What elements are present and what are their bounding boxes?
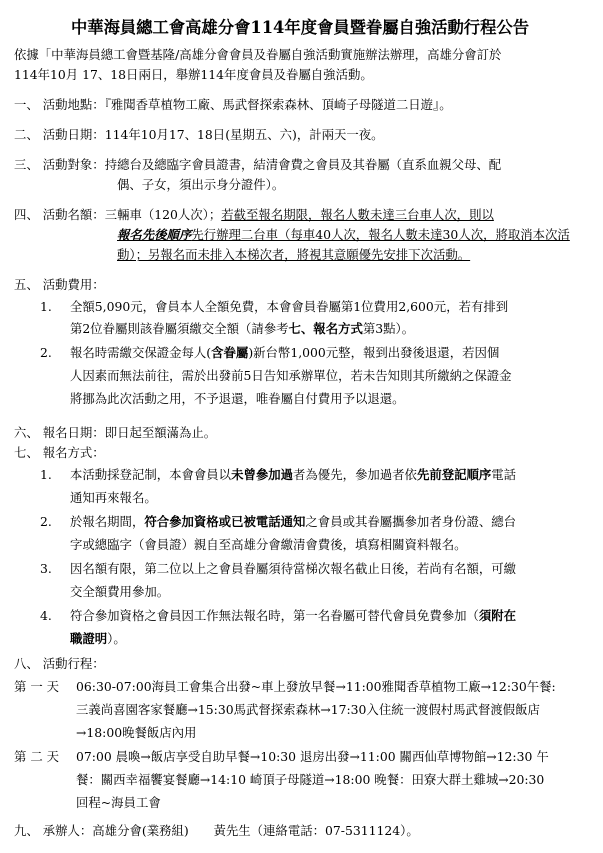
- day-2-line-3: 回程~海員工會: [76, 795, 161, 810]
- section-3: [14, 156, 501, 173]
- section-7-item-2-c: 之會員或其眷屬攜參加者身份證、總台: [305, 514, 517, 529]
- section-5-item-1-point: 第3點）。: [362, 321, 415, 336]
- section-7-item-1-line-2: 通知再來報名。: [70, 490, 157, 505]
- section-4: [14, 206, 494, 223]
- section-4-label: 四、 活動名額：: [14, 207, 105, 222]
- section-7-item-4-employment-proof: 職證明: [70, 631, 108, 646]
- section-9-label: 九、 承辦人：: [14, 823, 93, 838]
- section-5-item-2-deposit: )新台幣1,000元整，報到出發後退還，若因個: [248, 345, 500, 360]
- section-1-label: 一、 活動地點：: [14, 97, 105, 112]
- section-7-item-3-line-1: 因名額有限，第二位以上之會員眷屬須待當梯次報名截止日後，若尚有名額，可繳: [70, 561, 517, 576]
- section-5-item-1-text: 第2位眷屬則該眷屬須繳交全額（請參考: [70, 321, 289, 336]
- section-4-order-emphasis: 報名先後順序: [117, 227, 192, 242]
- section-3-text-2: 偶、子女，須出示身分證件）。: [117, 177, 285, 192]
- section-7-item-2-num: 2.: [40, 514, 52, 529]
- section-7-item-4-num: 4.: [40, 608, 52, 623]
- section-7-item-4-a: 符合參加資格之會員因工作無法報名時，第一名眷屬可替代會員免費參加（: [70, 608, 479, 623]
- intro-line-2: 114年10月 17、18日兩日，舉辦114年度會員及眷屬自強活動。: [14, 67, 373, 82]
- section-5-item-2-text: 報名時需繳交保證金每人(: [70, 345, 212, 360]
- section-1-text: 『雅聞香草植物工廠、馬武督探索森林、頂崎子母隧道二日遊』。: [104, 97, 452, 112]
- section-4-line-3: 動）；另報名而未排入本梯次者，將視其意願優先安排下次活動。: [117, 247, 471, 262]
- section-4-capacity: 三輛車（120人次）；: [104, 207, 222, 222]
- section-8-label: 八、 活動行程：: [14, 656, 105, 671]
- section-3-label: 三、 活動對象：: [14, 157, 105, 172]
- section-7-item-4-close: ）。: [107, 631, 126, 646]
- section-7-item-2-line-1: [70, 513, 516, 530]
- section-7-item-3-num: 3.: [40, 561, 52, 576]
- day-2-line-2: 餐：關西幸福饗宴餐廳→14:10 崎頂子母隧道→18:00 晚餐：田寮大群土雞城→20:30: [76, 772, 545, 787]
- section-5-item-2-line-3: 將挪為此次活動之用，不予退還，唯眷屬自付費用予以退還。: [70, 391, 405, 406]
- intro-line-1: 依據「中華海員總工會暨基隆/高雄分會會員及眷屬自強活動實施辦法辦理，高雄分會訂於: [14, 47, 502, 62]
- section-7-item-1-never-joined: 未曾參加過: [231, 467, 294, 482]
- section-7-item-1-line-1: [70, 466, 516, 483]
- section-5-label: 五、 活動費用：: [14, 277, 105, 292]
- day-1-label: 第 一 天: [14, 679, 60, 694]
- section-5-item-2-line-1: [70, 344, 499, 361]
- section-7-item-1-a: 本活動採登記制，本會會員以: [70, 467, 232, 482]
- section-6: [14, 424, 216, 441]
- section-7-item-1-c: 者為優先，參加過者依: [293, 467, 417, 482]
- section-7-item-2-line-2: 字或總臨字（會員證）親自至高雄分會繳清會費後，填寫相關資料報名。: [70, 537, 467, 552]
- section-5-item-2-num: 2.: [40, 345, 52, 360]
- section-3-text-1: 持總台及總臨字會員證書，結清會費之會員及其眷屬（直系血親父母、配: [104, 157, 502, 172]
- page-title: 中華海員總工會高雄分會114年度會員暨眷屬自強活動行程公告: [70, 18, 530, 37]
- section-2-label: 二、 活動日期：: [14, 127, 105, 142]
- section-7-item-3-line-2: 交全額費用參加。: [70, 584, 170, 599]
- section-9: [14, 822, 419, 839]
- day-1-line-3: →18:00晚餐飯店內用: [76, 725, 197, 740]
- section-2: [14, 126, 384, 143]
- section-1: [14, 96, 452, 113]
- section-5-item-1-num: 1.: [40, 299, 52, 314]
- section-7-item-4-attach: 須附在: [478, 608, 517, 623]
- section-2-text: 114年10月17、18日(星期五、六)，計兩天一夜。: [104, 127, 384, 142]
- section-5-item-1-reference: 七、報名方式: [288, 321, 363, 336]
- section-5-item-1-line-1: 全額5,090元，會員本人全額免費，本會會員眷屬第1位費用2,600元，若有排到: [70, 299, 509, 314]
- section-7-label: 七、 報名方式：: [14, 445, 105, 460]
- section-5-item-1-line-2: [70, 320, 414, 337]
- section-7-item-2-eligible: 符合參加資格或已被電話通知: [144, 514, 306, 529]
- section-4-condition: 若截至報名期限，報名人數未達三台車人次，則以: [221, 207, 494, 222]
- day-2-label: 第 二 天: [14, 749, 60, 764]
- section-7-item-1-num: 1.: [40, 467, 52, 482]
- day-1-line-2: 三義尚喜園客家餐廳→15:30馬武督探索森林→17:30入住統一渡假村馬武督渡假飯店: [76, 702, 540, 717]
- section-7-item-4-line-2: [70, 630, 126, 647]
- section-5-item-2-includes-family: 含眷屬: [211, 345, 249, 360]
- section-7-item-4-line-1: [70, 607, 516, 624]
- section-4-two-buses: 先行辦理二台車（每車40人次，報名人數未達30人次，將取消本次活: [191, 227, 570, 242]
- section-7-item-1-e: 電話: [491, 467, 517, 482]
- section-9-text: 高雄分會(業務組) 黃先生（連絡電話：07-5311124）。: [92, 823, 419, 838]
- section-5-item-2-line-2: 人因素而無法前往，需於出發前5日告知承辦單位，若未告知則其所繳納之保證金: [70, 368, 512, 383]
- section-7-item-2-a: 於報名期間，: [70, 514, 145, 529]
- day-1-line-1: 06:30-07:00海員工會集合出發~車上發放早餐→11:00雅聞香草植物工廠→12:30午餐:: [76, 679, 556, 694]
- day-2-line-1: 07:00 晨喚→飯店享受自助早餐→10:30 退房出發→11:00 關西仙草博物館→12:30 午: [76, 749, 549, 764]
- section-6-label: 六、 報名日期：: [14, 425, 105, 440]
- section-6-text: 即日起至額滿為止。: [104, 425, 217, 440]
- section-4-line-2: [117, 226, 570, 243]
- section-7-item-1-prior-order: 先前登記順序: [416, 467, 492, 482]
